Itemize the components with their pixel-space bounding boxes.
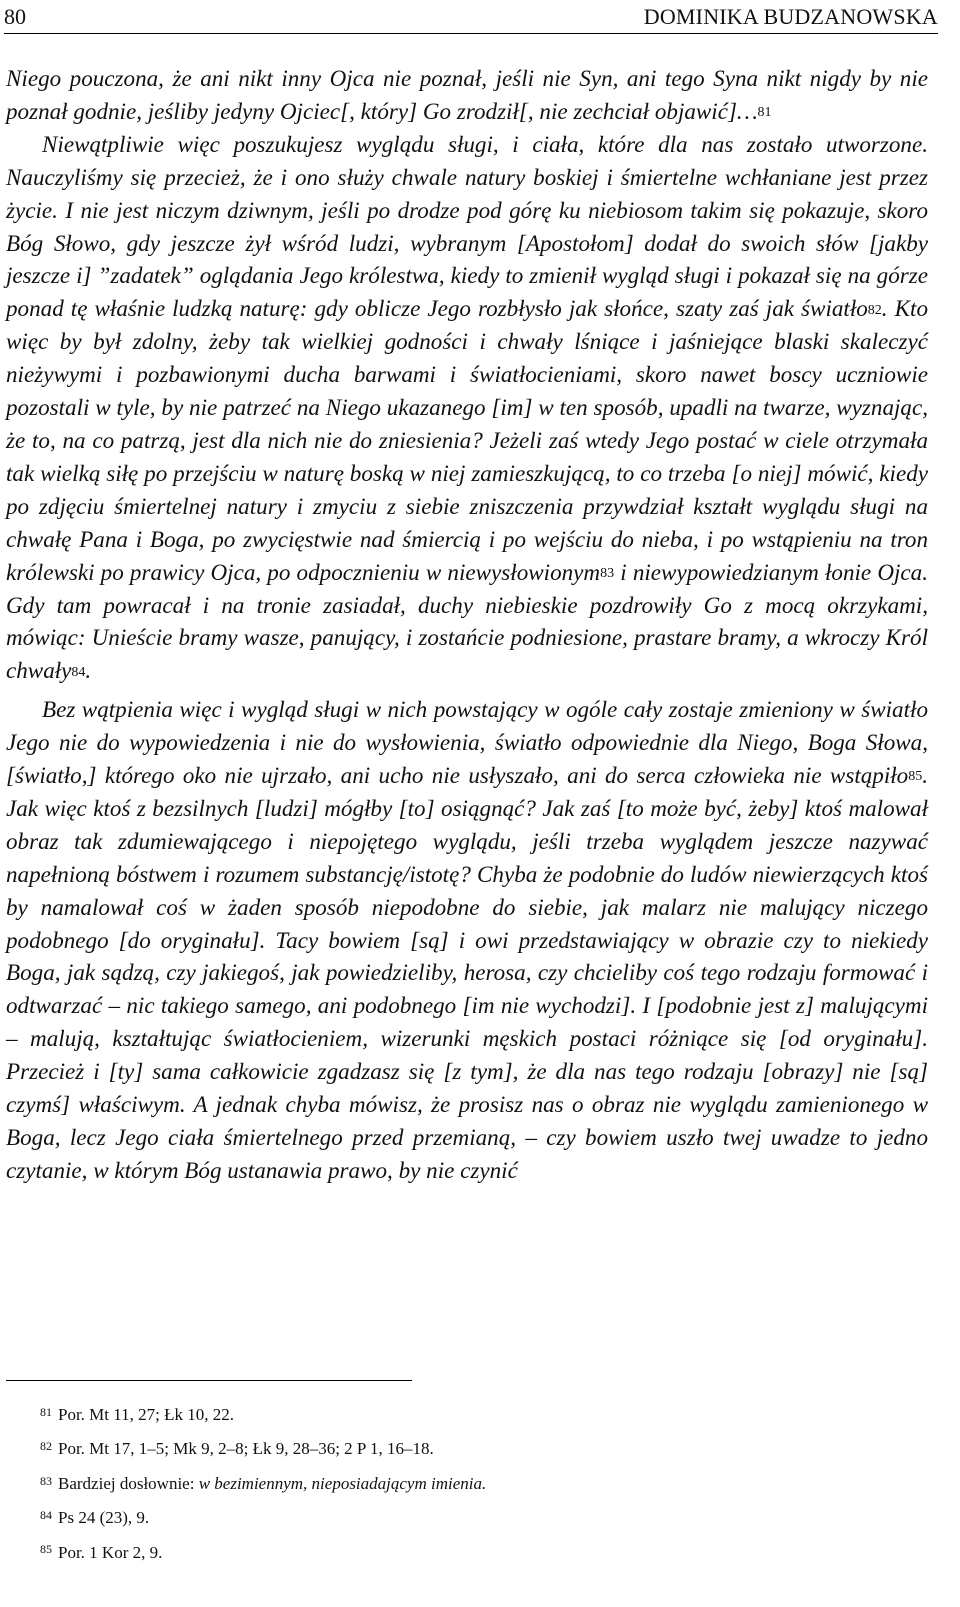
footnote-83 (40, 1467, 920, 1501)
footnote-number: 85 (40, 1542, 52, 1557)
footnote-81 (40, 1398, 920, 1432)
footnote-ref-82[interactable]: 82 (867, 302, 882, 318)
paragraph-3-text-a: Bez wątpienia więc i wygląd sługi w nich powstający w ogóle cały zostaje zmieniony w światło Jego nie do wypowiedzenia i nie do wysłowienia, światło odpowiednie dla Niego, Boga Słowa, [światło,] którego oko nie ujrzało, ani ucho nie usłyszało, ani do serca człowieka nie wstąpiło (6, 696, 928, 789)
footnote-ref-81[interactable]: 81 (757, 105, 772, 121)
footnotes (40, 1398, 920, 1570)
paragraph-3 (6, 693, 928, 1187)
paragraph-1 (6, 62, 928, 128)
page-number: 80 (4, 4, 26, 29)
paragraph-3-text-b: . Jak więc ktoś z bezsilnych [ludzi] mógłby [to] osiągnąć? Jak zaś [to może być, żeby] ktoś malował obraz tak zdumiewającego i niepojętego wyglądu, jeśli trzeba wyglądem jeszcze nazywać napełnioną bóstwem i rozumem substancję/istotę? Chyba że podobnie do ludów niewierzących ktoś by namalował coś w żaden sposób niepodobne do siebie, jak malarz nie malujący niczego podobnego [do oryginału]. Tacy bowiem [są] i owi przedstawiający w obrazie czy to niekiedy Boga, jak sądzą, czy jakiegoś, jak powiedzieliby, herosa, czy chcieliby coś tego rodzaju formować i odtwarzać – nic takiego samego, ani podobnego [im nie wychodzi]. I [podobnie jest z] malującymi – malują, kształtując światłocieniem, wizerunki męskich postaci różniące się [od oryginału]. Przecież i [ty] sama całkowicie zgadzasz się [z tym], że dla nas tego rodzaju [obrazy] nie [są] czymś] właściwym. A jednak chyba mówisz, że prosisz nas o obraz nie wyglądu zamienionego w Boga, lecz Jego ciała śmiertelnego przed przemianą, – czy bowiem uszło twej uwadze to jedno czytanie, w którym Bóg ustanawia prawo, by nie czynić (6, 762, 928, 1183)
footnote-text: Bardziej dosłownie: (58, 1473, 199, 1493)
footnote-text: Por. Mt 11, 27; Łk 10, 22. (58, 1405, 234, 1424)
footnote-85 (40, 1536, 920, 1570)
footnote-84 (40, 1501, 920, 1535)
footnote-number: 84 (40, 1508, 52, 1523)
footnote-number: 83 (40, 1473, 52, 1488)
paragraph-2-text-d: . (85, 657, 92, 684)
footnote-number: 82 (40, 1439, 52, 1454)
paragraph-2 (6, 128, 928, 687)
footnote-text: Ps 24 (23), 9. (58, 1508, 150, 1528)
footnote-text: Por. Mt 17, 1–5; Mk 9, 2–8; Łk 9, 28–36; 2 P 1, 16–18. (58, 1439, 434, 1459)
footnote-text: Por. 1 Kor 2, 9. (58, 1542, 163, 1562)
footnote-ref-84[interactable]: 84 (71, 664, 86, 680)
paragraph-1-text: Niego pouczona, że ani nikt inny Ojca nie poznał, jeśli nie Syn, ani tego Syna nikt nigdy by nie poznał godnie, jeśliby jedyny Ojciec[, który] Go zrodził[, nie zechciał objawić]… (6, 65, 928, 124)
footnote-82 (40, 1432, 920, 1466)
paragraph-2-text-c: i niewypowiedzianym łonie Ojca. Gdy tam powracał i na tronie zasiadał, duchy niebieskie pozdrowiły Go z mocą okrzykami, mówiąc: Unieście bramy wasze, panujący, i zostańcie podniesione, prastare bramy, a wkroczy Król chwały (6, 558, 928, 684)
footnote-ref-85[interactable]: 85 (908, 769, 923, 785)
footnote-number: 81 (40, 1404, 52, 1419)
footnote-ref-83[interactable]: 83 (600, 565, 615, 581)
running-head-author: DOMINIKA BUDZANOWSKA (643, 4, 938, 29)
running-header (4, 0, 938, 34)
main-text (6, 62, 928, 1187)
paragraph-2-text-b: . Kto więc by był zdolny, żeby tak wielkiej godności i chwały lśniące i jaśniejące blaski skaleczyć nieżywymi i pozbawionymi ducha barwami i światłocieniami, skoro nawet boscy uczniowie pozostali w tyle, by nie patrzeć na Niego ukazanego [im] w ten sposób, upadli na twarze, wyznając, że to, na co patrzą, jest dla nich nie do zniesienia? Jeżeli zaś wtedy Jego postać w ciele otrzymała tak wielką siłę po przejściu w naturę boską w niej zamieszkującą, to co trzeba [o niej] mówić, kiedy po zdjęciu śmiertelnej natury i zmyciu z siebie zniszczenia przywdział kształt wyglądu sługi na chwałę Pana i Boga, po zwycięstwie nad śmiercią i po wejściu do nieba, i po wstąpieniu na tron królewski po prawicy Ojca, po odpocznieniu w niewysłowionym (6, 295, 928, 585)
paragraph-2-text-a: Niewątpliwie więc poszukujesz wyglądu sługi, i ciała, które dla nas zostało utworzone. Nauczyliśmy się przecież, że i ono służy chwale natury boskiej i śmiertelne wchłaniane jest przez życie. I nie jest niczym dziwnym, jeśli po drodze pod górę ku niebiosom takim się pokazuje, skoro Bóg Słowo, gdy jeszcze żył wśród ludzi, wybranym [Apostołom] dodał do swoich słów [jakby jeszcze i] ”zadatek” oglądania Jego królestwa, kiedy to zmienił wygląd sługi i pokazał się na górze ponad tę właśnie ludzką naturę: gdy oblicze Jego rozbłysło jak słońce, szaty zaś jak światło (6, 130, 928, 322)
footnote-separator (6, 1380, 412, 1381)
footnote-text-italic: w bezimiennym, nieposiadającym imienia. (198, 1473, 487, 1493)
